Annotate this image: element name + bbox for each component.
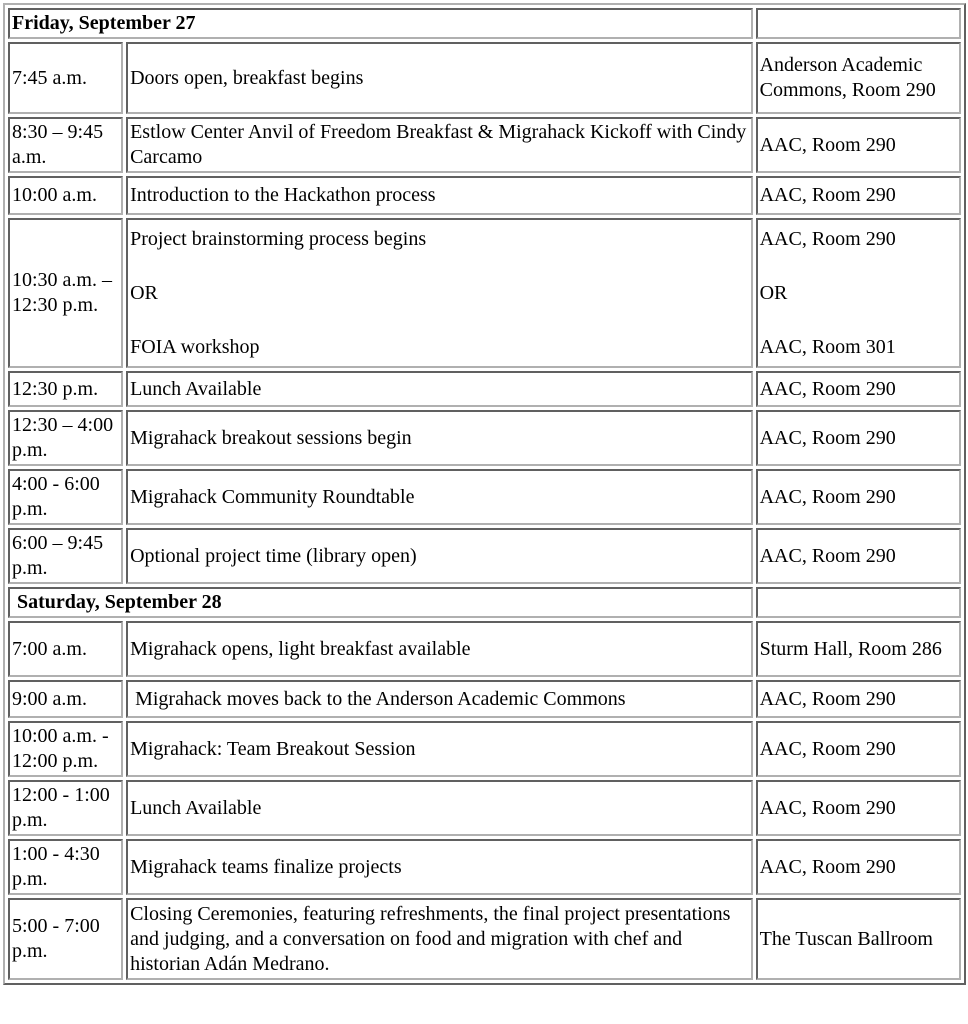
event-description: Migrahack breakout sessions begin <box>126 410 753 466</box>
schedule-table <box>3 3 966 985</box>
day-header-empty-cell <box>756 8 961 39</box>
event-time: 9:00 a.m. <box>8 680 123 718</box>
table-row <box>8 621 961 677</box>
event-description: Lunch Available <box>126 371 753 407</box>
event-description: Lunch Available <box>126 780 753 836</box>
event-time: 5:00 - 7:00 p.m. <box>8 898 123 980</box>
event-time: 10:30 a.m. – 12:30 p.m. <box>8 218 123 368</box>
event-location-options <box>756 218 961 368</box>
event-option: Project brainstorming process begins <box>130 227 427 250</box>
event-location: Anderson Academic Commons, Room 290 <box>756 42 961 114</box>
event-location: AAC, Room 290 <box>756 839 961 895</box>
event-location: AAC, Room 290 <box>756 410 961 466</box>
event-description: Migrahack teams finalize projects <box>126 839 753 895</box>
event-location: AAC, Room 290 <box>756 176 961 215</box>
day-header-row <box>8 8 961 39</box>
table-row <box>8 898 961 980</box>
event-time: 8:30 – 9:45 a.m. <box>8 117 123 173</box>
event-time: 10:00 a.m. - 12:00 p.m. <box>8 721 123 777</box>
event-description-options <box>126 218 753 368</box>
event-description: Migrahack Community Roundtable <box>126 469 753 525</box>
table-row <box>8 218 961 368</box>
table-row <box>8 721 961 777</box>
event-description: Optional project time (library open) <box>126 528 753 584</box>
event-time: 7:00 a.m. <box>8 621 123 677</box>
event-time: 10:00 a.m. <box>8 176 123 215</box>
table-row <box>8 371 961 407</box>
table-row <box>8 528 961 584</box>
table-row <box>8 680 961 718</box>
event-time: 12:30 p.m. <box>8 371 123 407</box>
event-location: AAC, Room 290 <box>756 469 961 525</box>
location-option-separator: OR <box>759 281 788 304</box>
event-description: Introduction to the Hackathon process <box>126 176 753 215</box>
event-description: Migrahack moves back to the Anderson Academic Commons <box>126 680 753 718</box>
event-location: AAC, Room 290 <box>756 528 961 584</box>
table-row <box>8 839 961 895</box>
event-time: 4:00 - 6:00 p.m. <box>8 469 123 525</box>
event-option-separator: OR <box>130 281 158 304</box>
event-location: AAC, Room 290 <box>756 721 961 777</box>
event-description: Migrahack: Team Breakout Session <box>126 721 753 777</box>
event-description: Doors open, breakfast begins <box>126 42 753 114</box>
table-row <box>8 469 961 525</box>
event-location: The Tuscan Ballroom <box>756 898 961 980</box>
event-time: 7:45 a.m. <box>8 42 123 114</box>
event-time: 12:00 - 1:00 p.m. <box>8 780 123 836</box>
table-row <box>8 42 961 114</box>
event-description: Migrahack opens, light breakfast available <box>126 621 753 677</box>
location-option: AAC, Room 301 <box>759 335 896 358</box>
day-header-row <box>8 587 961 618</box>
event-description: Closing Ceremonies, featuring refreshments, the final project presentations and judging, and a conversation on food and migration with chef and historian Adán Medrano. <box>126 898 753 980</box>
event-location: AAC, Room 290 <box>756 780 961 836</box>
event-time: 6:00 – 9:45 p.m. <box>8 528 123 584</box>
day-title: Friday, September 27 <box>8 8 753 39</box>
table-row <box>8 410 961 466</box>
event-location: AAC, Room 290 <box>756 680 961 718</box>
day-header-empty-cell <box>756 587 961 618</box>
event-location: AAC, Room 290 <box>756 371 961 407</box>
event-time: 12:30 – 4:00 p.m. <box>8 410 123 466</box>
event-time: 1:00 - 4:30 p.m. <box>8 839 123 895</box>
table-row <box>8 117 961 173</box>
table-row <box>8 176 961 215</box>
event-description: Estlow Center Anvil of Freedom Breakfast & Migrahack Kickoff with Cindy Carcamo <box>126 117 753 173</box>
event-option: FOIA workshop <box>130 335 260 358</box>
event-location: AAC, Room 290 <box>756 117 961 173</box>
table-row <box>8 780 961 836</box>
day-title: Saturday, September 28 <box>8 587 753 618</box>
event-location: Sturm Hall, Room 286 <box>756 621 961 677</box>
location-option: AAC, Room 290 <box>759 227 896 250</box>
